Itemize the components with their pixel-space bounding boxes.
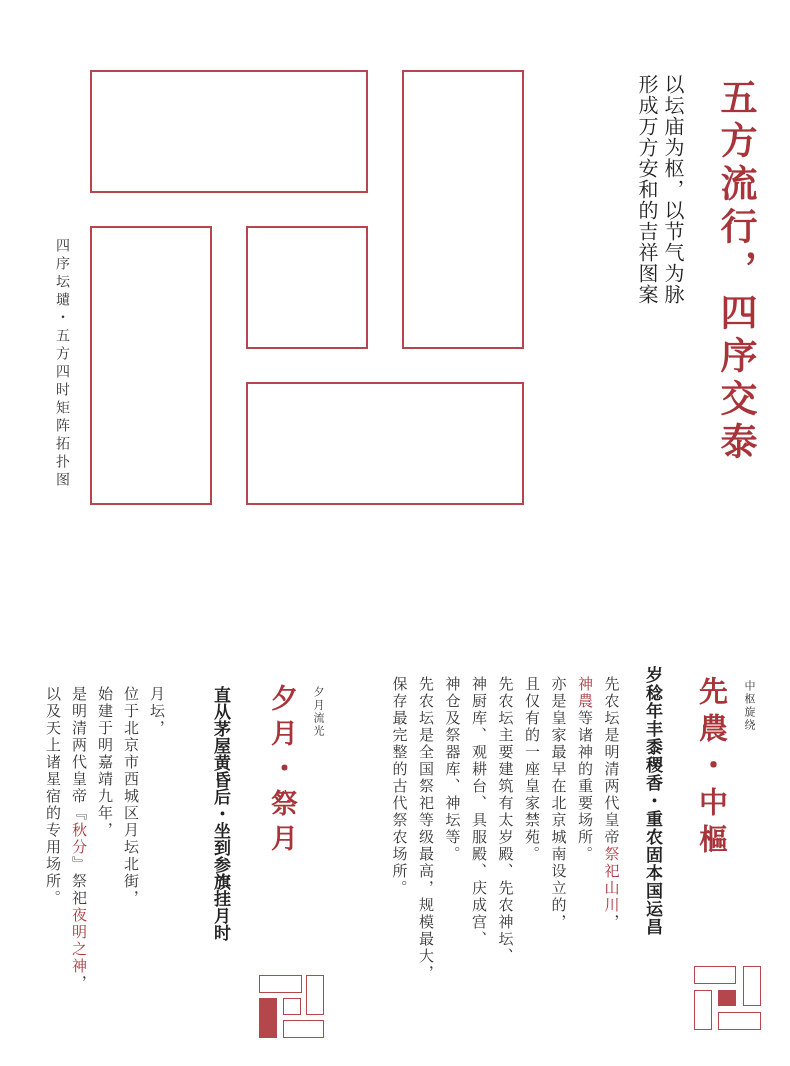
xiannong-title: 先農・中樞 bbox=[695, 676, 729, 861]
xiyue-body-line bbox=[66, 686, 92, 1046]
xiyue-subtitle: 直从茅屋黄昏后・坐到参旗挂月时 bbox=[210, 686, 230, 941]
xiannong-highlight-text: 神農 bbox=[576, 676, 594, 710]
xiyue-title: 夕月・祭月 bbox=[266, 684, 297, 859]
xiyue-highlight-text: 夜明之神 bbox=[70, 907, 88, 975]
matrix-top-right-rect bbox=[402, 70, 524, 349]
xiannong-body-text: 先农坛主要建筑有太岁殿、先农神坛、 bbox=[496, 676, 515, 965]
xiyue-body-line bbox=[92, 686, 118, 1046]
xiannong-body-text: 先农坛是明清两代皇帝 bbox=[602, 676, 621, 846]
xiannong-body-line bbox=[386, 676, 413, 1032]
xiannong-body-line bbox=[492, 676, 519, 1032]
xiyue-body-line bbox=[118, 686, 144, 1046]
matrix-bottom-right-rect bbox=[246, 382, 524, 505]
xiannong-body-text: 且仅有的一座皇家禁苑。 bbox=[523, 676, 541, 863]
xiannong-body-line bbox=[519, 676, 546, 1032]
xiannong-small-label: 中枢旋绕 bbox=[743, 680, 756, 732]
xiannong-highlight-text: 祭祀山川 bbox=[602, 846, 621, 914]
matrix-top-left-rect bbox=[90, 70, 368, 193]
xiannong-body bbox=[386, 676, 625, 1032]
xiannong-body-line bbox=[572, 676, 599, 1032]
matrix-left-tall-rect bbox=[90, 226, 212, 505]
matrix-center-square bbox=[246, 226, 368, 349]
xiannong-subtitle: 岁稔年丰黍稷香・重农固本国运昌 bbox=[642, 666, 662, 936]
page-title: 五方流行，四序交泰 bbox=[714, 78, 757, 465]
xiannong-body-text: 神仓及祭器库、神坛等。 bbox=[443, 676, 462, 863]
xiyue-body-line bbox=[144, 686, 170, 1046]
diagram-caption: 四序坛壝・五方四时矩阵拓扑图 bbox=[54, 238, 70, 490]
xiannong-body-text: ， bbox=[602, 914, 621, 931]
xiyue-body-text: 始建于明嘉靖九年， bbox=[96, 686, 114, 839]
xiyue-highlight-text: 秋分 bbox=[70, 822, 88, 856]
subtitle-line-1: 以坛庙为枢，以节气为脉 bbox=[661, 74, 685, 305]
xiannong-body-text: 亦是皇家最早在北京城南设立的， bbox=[549, 676, 568, 931]
xiyue-small-label: 夕月流光 bbox=[312, 686, 325, 738]
xiyue-body bbox=[40, 686, 170, 1046]
xiannong-body-text: 先农坛是全国祭祀等级最高，规模最大， bbox=[417, 676, 435, 982]
page-subtitle bbox=[634, 74, 686, 305]
xiannong-body-line bbox=[598, 676, 625, 1032]
xiyue-body-text: ， bbox=[70, 975, 88, 992]
xiannong-body-text: 等诸神的重要场所。 bbox=[576, 710, 594, 863]
xiannong-body-line bbox=[466, 676, 493, 1032]
xiannong-body-line bbox=[413, 676, 440, 1032]
xiannong-body-text: 保存最完整的古代祭农场所。 bbox=[390, 676, 409, 897]
xiyue-body-text: 以及天上诸星宿的专用场所。 bbox=[44, 686, 62, 907]
xiyue-body-text: 月坛， bbox=[148, 686, 166, 737]
xiyue-body-text: 』祭祀 bbox=[70, 856, 88, 907]
subtitle-line-2: 形成万方安和的吉祥图案 bbox=[635, 74, 659, 305]
xiyue-body-text: 是明清两代皇帝『 bbox=[70, 686, 88, 822]
xiannong-body-line bbox=[545, 676, 572, 1032]
xiannong-body-text: 神厨库、观耕台、具服殿、庆成宫、 bbox=[470, 676, 488, 948]
xiyue-body-line bbox=[40, 686, 66, 1046]
xiyue-body-text: 位于北京市西城区月坛北街， bbox=[122, 686, 140, 907]
xiannong-body-line bbox=[439, 676, 466, 1032]
